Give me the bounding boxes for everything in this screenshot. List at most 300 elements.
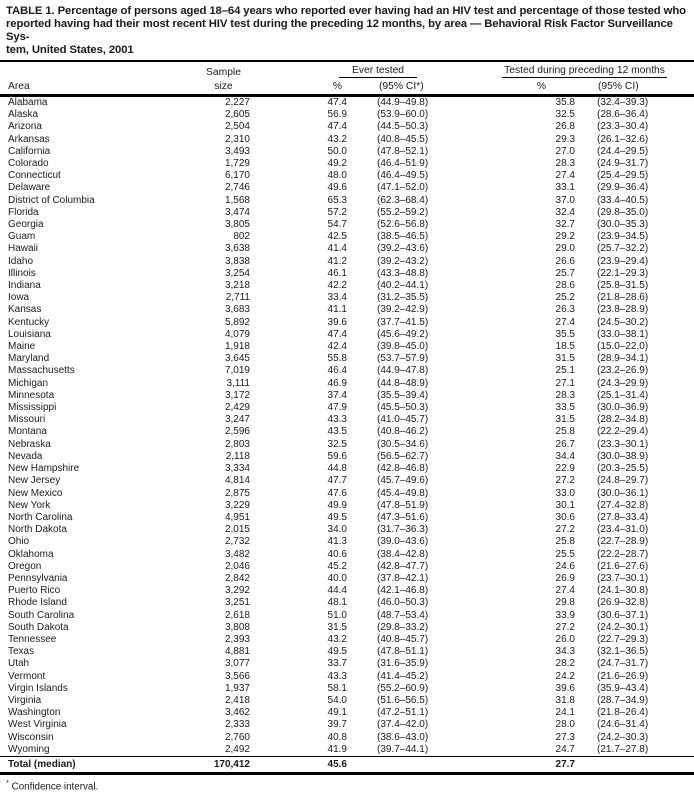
table-row [0,622,694,634]
ever-tested-ci-cell: (38.5–46.5) [377,231,429,243]
recent-tested-ci-cell: (27.8–33.4) [597,511,649,523]
ever-tested-ci-cell: (47.2–51.1) [377,707,429,719]
area-cell: Minnesota [8,389,55,401]
header-sample-line2: size [214,81,233,92]
area-cell: Ohio [8,536,30,548]
sample-size-cell: 5,892 [224,316,250,328]
recent-tested-percent-cell: 24.2 [555,670,575,682]
recent-tested-ci-cell: (30.6–37.1) [597,609,649,621]
recent-tested-ci-cell: (24.9–31.7) [597,158,649,170]
area-cell: Montana [8,426,47,438]
recent-tested-ci-cell: (15.0–22.0) [597,341,649,353]
recent-tested-percent-cell: 27.2 [555,475,575,487]
sample-size-cell: 2,333 [224,719,250,731]
recent-tested-ci-cell: (28.7–34.9) [597,694,649,706]
sample-size-cell: 3,218 [224,280,250,292]
area-cell: Utah [8,658,30,670]
table-row [0,341,694,353]
recent-tested-ci-cell: (22.2–29.4) [597,426,649,438]
ever-tested-percent-cell: 46.1 [327,267,347,279]
sample-size-cell: 3,172 [224,389,250,401]
recent-tested-ci-cell: (24.6–31.4) [597,719,649,731]
recent-tested-ci-cell: (28.2–34.8) [597,414,649,426]
header-recent-percent: % [536,81,546,92]
ever-tested-ci-cell: (38.6–43.0) [377,731,429,743]
table-row [0,512,694,524]
recent-tested-percent-cell: 25.1 [555,365,575,377]
area-cell: New Hampshire [8,463,80,475]
ever-tested-ci-cell: (37.8–42.1) [377,572,429,584]
sample-size-cell: 3,111 [226,377,250,389]
sample-size-cell: 3,254 [224,267,250,279]
sample-size-cell: 3,638 [224,243,250,255]
recent-tested-percent-cell: 24.6 [555,560,575,572]
sample-size-cell: 2,732 [224,536,250,548]
ever-tested-percent-cell: 49.2 [327,158,347,170]
table-row [0,500,694,512]
area-cell: West Virginia [8,719,67,731]
total-ever-ci [347,756,443,773]
ever-tested-ci-cell: (39.2–43.2) [377,255,429,267]
sample-size-cell: 4,881 [224,646,250,658]
area-cell: Puerto Rico [8,585,61,597]
ever-tested-percent-cell: 50.0 [327,145,347,157]
recent-tested-percent-cell: 25.7 [555,267,575,279]
area-cell: New York [8,499,51,511]
sample-size-cell: 2,605 [224,109,250,121]
ever-tested-percent-cell: 49.5 [327,511,347,523]
table-row [0,402,694,414]
recent-tested-ci-cell: (30.0–36.1) [597,487,649,499]
recent-tested-percent-cell: 27.3 [555,731,575,743]
table-row [0,439,694,451]
recent-tested-ci-cell: (30.0–38.9) [597,450,649,462]
recent-tested-percent-cell: 25.5 [555,548,575,560]
area-cell: Idaho [8,255,34,267]
area-cell: Oregon [8,560,42,572]
recent-tested-ci-cell: (22.2–28.7) [597,548,649,560]
sample-size-cell: 2,842 [224,572,250,584]
area-cell: Wyoming [8,743,50,755]
footnote [0,775,694,792]
table-row [0,317,694,329]
ever-tested-percent-cell: 49.9 [327,499,347,511]
ever-tested-ci-cell: (31.7–36.3) [377,524,429,536]
table-row [0,561,694,573]
table-row [0,573,694,585]
recent-tested-ci-cell: (23.2–26.9) [597,365,649,377]
sample-size-cell: 2,596 [224,426,250,438]
recent-tested-percent-cell: 27.2 [555,524,575,536]
table-row [0,585,694,597]
ever-tested-percent-cell: 37.4 [327,389,347,401]
recent-tested-percent-cell: 26.7 [555,438,575,450]
recent-tested-ci-cell: (23.7–30.1) [597,572,649,584]
recent-tested-percent-cell: 33.0 [555,487,575,499]
area-cell: Georgia [8,219,44,231]
sample-size-cell: 6,170 [224,170,250,182]
sample-size-cell: 1,918 [224,341,250,353]
sample-size-cell: 2,504 [224,121,250,133]
recent-tested-percent-cell: 33.5 [555,402,575,414]
recent-tested-ci-cell: (24.1–30.8) [597,585,649,597]
table-row [0,634,694,646]
ever-tested-ci-cell: (53.7–57.9) [377,353,429,365]
table-row [0,219,694,231]
ever-tested-percent-cell: 47.4 [327,328,347,340]
recent-tested-ci-cell: (24.7–31.7) [597,658,649,670]
sample-size-cell: 2,875 [224,487,250,499]
recent-tested-ci-cell: (24.2–30.1) [597,621,649,633]
table-row [0,744,694,757]
sample-size-cell: 3,292 [224,585,250,597]
table-row [0,304,694,316]
ever-tested-percent-cell: 31.5 [327,621,347,633]
sample-size-cell: 2,393 [224,633,250,645]
recent-tested-percent-cell: 28.3 [555,389,575,401]
area-cell: Missouri [8,414,46,426]
ever-tested-ci-cell: (47.1–52.0) [377,182,429,194]
area-cell: Virginia [8,694,42,706]
recent-tested-percent-cell: 27.4 [555,585,575,597]
ever-tested-percent-cell: 46.9 [327,377,347,389]
ever-tested-ci-cell: (31.6–35.9) [377,658,429,670]
table-row [0,683,694,695]
area-cell: Arkansas [8,133,50,145]
recent-tested-ci-cell: (25.1–31.4) [597,389,649,401]
ever-tested-ci-cell: (55.2–59.2) [377,206,429,218]
table-row [0,488,694,500]
recent-tested-ci-cell: (28.6–36.4) [597,109,649,121]
ever-tested-percent-cell: 43.3 [327,414,347,426]
recent-tested-ci-cell: (23.3–30.4) [597,121,649,133]
recent-tested-ci-cell: (29.8–35.0) [597,206,649,218]
recent-tested-percent-cell: 35.8 [555,97,575,108]
table-row [0,463,694,475]
recent-tested-percent-cell: 34.3 [555,646,575,658]
ever-tested-percent-cell: 49.1 [327,707,347,719]
total-label: Total (median) [8,758,76,770]
sample-size-cell: 3,566 [224,670,250,682]
recent-tested-percent-cell: 22.9 [555,463,575,475]
table-row [0,414,694,426]
ever-tested-ci-cell: (37.7–41.5) [377,316,429,328]
ever-tested-ci-cell: (47.8–51.1) [377,646,429,658]
sample-size-cell: 3,838 [224,255,250,267]
ever-tested-percent-cell: 47.4 [327,121,347,133]
ever-tested-ci-cell: (52.6–56.8) [377,219,429,231]
recent-tested-ci-cell: (24.3–29.9) [597,377,649,389]
ever-tested-ci-cell: (43.3–48.8) [377,267,429,279]
recent-tested-percent-cell: 27.0 [555,145,575,157]
recent-tested-percent-cell: 27.2 [555,621,575,633]
ever-tested-ci-cell: (45.4–49.8) [377,487,429,499]
header-area-spacer [0,62,175,78]
sample-size-cell: 3,077 [224,658,250,670]
table-row [0,549,694,561]
sample-size-cell: 2,046 [224,560,250,572]
hiv-testing-table [0,62,694,775]
table-row [0,536,694,548]
ever-tested-percent-cell: 48.0 [327,170,347,182]
recent-tested-ci-cell: (35.9–43.4) [597,682,649,694]
recent-tested-ci-cell: (24.8–29.7) [597,475,649,487]
recent-tested-percent-cell: 26.3 [555,304,575,316]
recent-tested-ci-cell: (28.9–34.1) [597,353,649,365]
ever-tested-percent-cell: 47.6 [327,487,347,499]
area-cell: Kansas [8,304,42,316]
ever-tested-ci-cell: (44.9–47.8) [377,365,429,377]
ever-tested-percent-cell: 41.1 [327,304,347,316]
ever-tested-ci-cell: (30.5–34.6) [377,438,429,450]
area-cell: Illinois [8,267,36,279]
area-cell: District of Columbia [8,194,95,206]
recent-tested-percent-cell: 26.0 [555,633,575,645]
table-row [0,256,694,268]
recent-tested-ci-cell: (30.0–36.9) [597,402,649,414]
area-cell: Arizona [8,121,42,133]
table-row [0,390,694,402]
sample-size-cell: 2,746 [224,182,250,194]
table-row [0,109,694,121]
table-row [0,134,694,146]
area-cell: Wisconsin [8,731,54,743]
recent-tested-ci-cell: (33.4–40.5) [597,194,649,206]
table-row [0,353,694,365]
recent-tested-ci-cell: (23.9–29.4) [597,255,649,267]
area-cell: Massachusetts [8,365,75,377]
recent-tested-percent-cell: 30.6 [555,511,575,523]
ever-tested-ci-cell: (39.7–44.1) [377,743,429,755]
recent-tested-ci-cell: (27.4–32.8) [597,499,649,511]
recent-tested-percent-cell: 39.6 [555,682,575,694]
recent-tested-percent-cell: 29.3 [555,133,575,145]
ever-tested-percent-cell: 55.8 [327,353,347,365]
area-cell: New Mexico [8,487,63,499]
ever-tested-percent-cell: 49.5 [327,646,347,658]
ever-tested-ci-cell: (44.5–50.3) [377,121,429,133]
table-row [0,195,694,207]
area-cell: California [8,145,51,157]
recent-tested-ci-cell: (26.9–32.8) [597,597,649,609]
recent-tested-percent-cell: 35.5 [555,328,575,340]
recent-tested-ci-cell: (22.1–29.3) [597,267,649,279]
table-row [0,707,694,719]
recent-tested-ci-cell: (25.7–32.2) [597,243,649,255]
recent-tested-ci-cell: (21.6–27.6) [597,560,649,572]
ever-tested-ci-cell: (44.8–48.9) [377,377,429,389]
ever-tested-percent-cell: 47.4 [327,97,347,108]
ever-tested-percent-cell: 33.4 [327,292,347,304]
table-row [0,96,694,110]
ever-tested-ci-cell: (55.2–60.9) [377,682,429,694]
ever-tested-ci-cell: (35.5–39.4) [377,389,429,401]
ever-tested-percent-cell: 40.6 [327,548,347,560]
table-body [0,96,694,757]
ever-tested-ci-cell: (62.3–68.4) [377,194,429,206]
area-cell: Maryland [8,353,50,365]
recent-tested-ci-cell: (25.8–31.5) [597,280,649,292]
table-row [0,231,694,243]
ever-tested-ci-cell: (39.2–42.9) [377,304,429,316]
area-cell: Florida [8,206,39,218]
ever-tested-ci-cell: (51.6–56.5) [377,694,429,706]
sample-size-cell: 3,474 [224,206,250,218]
area-cell: Iowa [8,292,30,304]
ever-tested-ci-cell: (45.7–49.6) [377,475,429,487]
sample-size-cell: 3,334 [224,463,250,475]
recent-tested-ci-cell: (24.4–29.5) [597,145,649,157]
header-recent-ci: (95% CI) [598,81,639,92]
sample-size-cell: 3,251 [224,597,250,609]
ever-tested-ci-cell: (39.0–43.6) [377,536,429,548]
area-cell: North Dakota [8,524,67,536]
area-cell: South Dakota [8,621,69,633]
sample-size-cell: 3,229 [224,499,250,511]
recent-tested-ci-cell: (21.6–26.9) [597,670,649,682]
total-sample-size: 170,412 [213,758,250,770]
sample-size-cell: 2,711 [225,292,250,304]
ever-tested-percent-cell: 41.2 [327,255,347,267]
ever-tested-ci-cell: (53.9–60.0) [377,109,429,121]
ever-tested-percent-cell: 32.5 [327,438,347,450]
table-title-line-2: reported having had their most recent HIV test during the preceding 12 months, by area — Behavioral Risk Factor Surveillance Sys- [6,18,673,43]
ever-tested-percent-cell: 54.7 [327,219,347,231]
table-row [0,610,694,622]
recent-tested-ci-cell: (33.0–38.1) [597,328,649,340]
area-cell: Pennsylvania [8,572,68,584]
ever-tested-percent-cell: 41.4 [327,243,347,255]
area-cell: Washington [8,707,61,719]
header-group-tested-12-months-label: Tested during preceding 12 months [504,65,665,76]
ever-tested-percent-cell: 46.4 [327,365,347,377]
recent-tested-percent-cell: 25.8 [555,536,575,548]
area-cell: Texas [8,646,35,658]
header-ever-ci: (95% CI*) [379,81,424,92]
area-cell: Guam [8,231,36,243]
ever-tested-percent-cell: 51.0 [327,609,347,621]
recent-tested-ci-cell: (23.4–31.0) [597,524,649,536]
ever-tested-ci-cell: (47.8–52.1) [377,145,429,157]
sample-size-cell: 3,482 [224,548,250,560]
header-group-ever-tested-label: Ever tested [339,65,417,78]
recent-tested-percent-cell: 33.9 [555,609,575,621]
recent-tested-ci-cell: (24.2–30.3) [597,731,649,743]
footnote-asterisk: * [6,777,9,787]
sample-size-cell: 4,814 [224,475,250,487]
area-cell: Indiana [8,280,41,292]
header-group-ever-tested [250,62,443,78]
recent-tested-percent-cell: 32.7 [555,219,575,231]
table-row [0,646,694,658]
ever-tested-ci-cell: (44.9–49.8) [377,97,429,108]
table-row [0,329,694,341]
sample-size-cell: 802 [233,231,250,243]
recent-tested-percent-cell: 28.0 [555,719,575,731]
table-title-line-3: tem, United States, 2001 [6,44,134,56]
recent-tested-ci-cell: (32.4–39.3) [597,97,649,108]
recent-tested-ci-cell: (25.4–29.5) [597,170,649,182]
recent-tested-ci-cell: (32.1–36.5) [597,646,649,658]
ever-tested-ci-cell: (47.8–51.9) [377,499,429,511]
sample-size-cell: 4,079 [224,328,250,340]
table-row [0,158,694,170]
ever-tested-percent-cell: 44.8 [327,463,347,475]
ever-tested-percent-cell: 59.6 [327,450,347,462]
recent-tested-percent-cell: 25.2 [555,292,575,304]
ever-tested-percent-cell: 43.5 [327,426,347,438]
ever-tested-percent-cell: 65.3 [327,194,347,206]
sample-size-cell: 3,805 [224,219,250,231]
ever-tested-percent-cell: 41.9 [327,743,347,755]
recent-tested-percent-cell: 32.4 [555,206,575,218]
recent-tested-percent-cell: 25.8 [555,426,575,438]
area-cell: Delaware [8,182,51,194]
ever-tested-ci-cell: (41.4–45.2) [377,670,429,682]
recent-tested-percent-cell: 29.0 [555,243,575,255]
table-row [0,426,694,438]
ever-tested-ci-cell: (56.5–62.7) [377,450,429,462]
total-ever-percent: 45.6 [327,758,347,770]
table-row [0,280,694,292]
ever-tested-percent-cell: 39.6 [327,316,347,328]
recent-tested-percent-cell: 37.0 [555,194,575,206]
ever-tested-percent-cell: 42.5 [327,231,347,243]
ever-tested-percent-cell: 47.7 [327,475,347,487]
recent-tested-percent-cell: 26.9 [555,572,575,584]
recent-tested-percent-cell: 28.3 [555,158,575,170]
ever-tested-ci-cell: (42.8–47.7) [377,560,429,572]
ever-tested-ci-cell: (40.8–45.7) [377,633,429,645]
ever-tested-ci-cell: (47.3–51.6) [377,511,429,523]
table-row [0,597,694,609]
ever-tested-ci-cell: (40.8–46.2) [377,426,429,438]
ever-tested-percent-cell: 45.2 [327,560,347,572]
sample-size-cell: 7,019 [224,365,250,377]
ever-tested-ci-cell: (31.2–35.5) [377,292,429,304]
ever-tested-ci-cell: (46.4–51.9) [377,158,429,170]
ever-tested-percent-cell: 40.8 [327,731,347,743]
table-row [0,182,694,194]
ever-tested-ci-cell: (42.1–46.8) [377,585,429,597]
sample-size-cell: 2,227 [224,97,250,108]
ever-tested-percent-cell: 41.3 [327,536,347,548]
ever-tested-ci-cell: (45.6–49.2) [377,328,429,340]
recent-tested-percent-cell: 28.2 [555,658,575,670]
table-row [0,658,694,670]
sample-size-cell: 1,937 [224,682,250,694]
table-row [0,243,694,255]
area-cell: Alabama [8,97,48,108]
footnote-text: Confidence interval. [8,781,99,792]
ever-tested-percent-cell: 43.2 [327,133,347,145]
sample-size-cell: 3,493 [224,145,250,157]
ever-tested-percent-cell: 57.2 [327,206,347,218]
table-row [0,732,694,744]
ever-tested-percent-cell: 54.0 [327,694,347,706]
table-row [0,170,694,182]
table-row [0,451,694,463]
table-row [0,268,694,280]
recent-tested-percent-cell: 33.1 [555,182,575,194]
ever-tested-percent-cell: 39.7 [327,719,347,731]
table-title-line-1: TABLE 1. Percentage of persons aged 18–64 years who reported ever having had an HIV test and percentage of those tested who [6,5,686,17]
recent-tested-ci-cell: (30.0–35.3) [597,219,649,231]
area-cell: Michigan [8,377,49,389]
recent-tested-percent-cell: 26.6 [555,255,575,267]
recent-tested-ci-cell: (21.7–27.8) [597,743,649,755]
sample-size-cell: 3,808 [224,621,250,633]
